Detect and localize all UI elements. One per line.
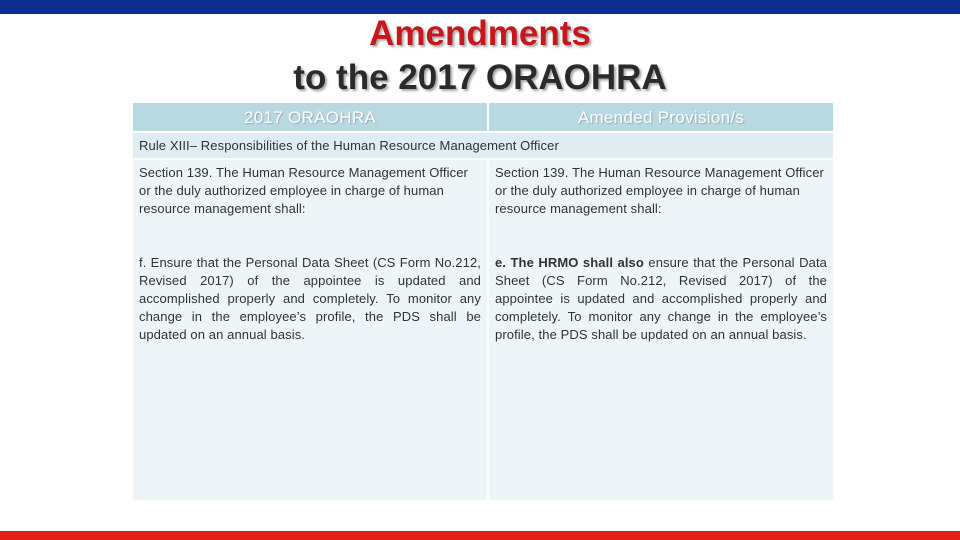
original-item-text: f. Ensure that the Personal Data Sheet (CS Form No.212, Revised 2017) of the appointee is updated and accomplished properly and completely. To monitor any change in the employee’s profile, the PDS shall be updated on an annual basis.: [139, 255, 481, 342]
slide-title: Amendments: [369, 14, 591, 53]
column-header-original: 2017 ORAOHRA: [133, 103, 487, 131]
amended-section-text: Section 139. The Human Resource Management Officer or the duly authorized employee in charge of human resource management shall:: [495, 165, 824, 216]
amended-item-paragraph: [495, 254, 827, 344]
rule-row: Rule XIII– Responsibilities of the Human Resource Management Officer: [133, 133, 833, 158]
bottom-accent-bar: [0, 531, 960, 540]
amended-item-bold-text: e. The HRMO shall also: [495, 255, 644, 270]
slide-subtitle: to the 2017 ORAOHRA: [293, 58, 667, 97]
top-accent-bar: [0, 0, 960, 14]
amended-item-text: ensure that the Personal Data Sheet (CS Form No.212, Revised 2017) of the appointee is updated and accomplished properly and completely. To monitor any change in the employee’s profile, the PDS shall be updated on an annual basis.: [495, 255, 827, 342]
original-section-text: Section 139. The Human Resource Management Officer or the duly authorized employee in charge of human resource management shall:: [139, 165, 468, 216]
column-header-amended: Amended Provision/s: [489, 103, 833, 131]
original-provision-cell: [133, 160, 487, 500]
amended-provision-cell: [489, 160, 833, 500]
comparison-table: [133, 103, 833, 500]
